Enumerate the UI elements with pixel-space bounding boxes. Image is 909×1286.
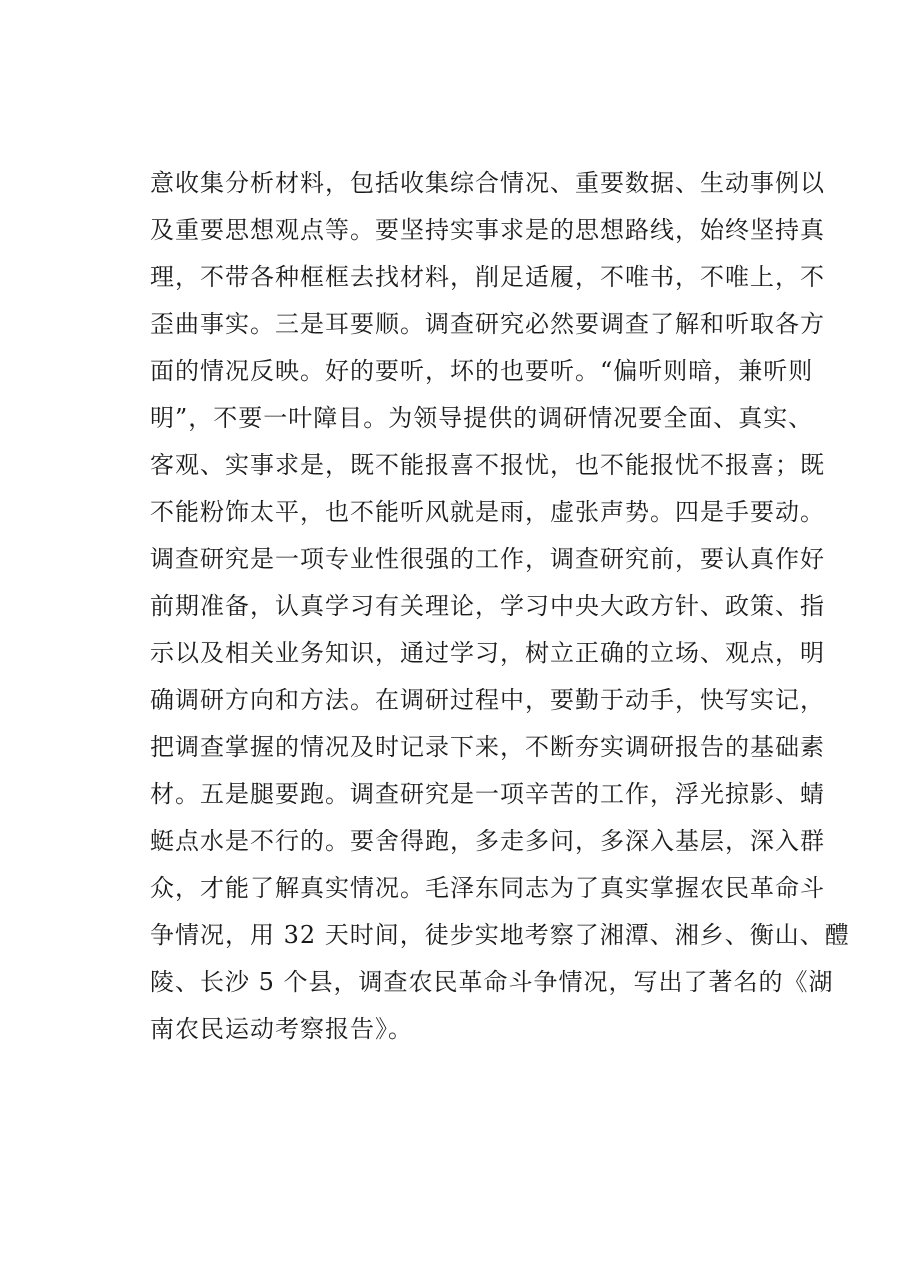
text-line: 明”，不要一叶障目。为领导提供的调研情况要全面、真实、 — [150, 404, 814, 432]
text-line: 蜓点水是不行的。要舍得跑，多走多问，多深入基层，深入群 — [150, 827, 825, 855]
text-line: 示以及相关业务知识，通过学习，树立正确的立场、观点，明 — [150, 639, 825, 667]
text-line: 意收集分析材料，包括收集综合情况、重要数据、生动事例以 — [150, 169, 825, 197]
text-line: 材。五是腿要跑。调查研究是一项辛苦的工作，浮光掠影、蜻 — [150, 780, 825, 808]
text-line: 陵、长沙 5 个县，调查农民革命斗争情况，写出了著名的《湖 — [150, 968, 834, 996]
text-line: 歪曲事实。三是耳要顺。调查研究必然要调查了解和听取各方 — [150, 310, 825, 338]
text-line: 理，不带各种框框去找材料，削足适履，不唯书，不唯上，不 — [150, 263, 825, 291]
text-line: 把调查掌握的情况及时记录下来，不断夯实调研报告的基础素 — [150, 733, 825, 761]
text-line: 调查研究是一项专业性很强的工作，调查研究前，要认真作好 — [150, 545, 825, 573]
body-paragraph — [150, 160, 850, 1053]
text-line: 客观、实事求是，既不能报喜不报忧，也不能报忧不报喜；既 — [150, 451, 825, 479]
text-line: 众，才能了解真实情况。毛泽东同志为了真实掌握农民革命斗 — [150, 874, 825, 902]
text-line: 南农民运动考察报告》。 — [150, 1015, 413, 1043]
text-line: 确调研方向和方法。在调研过程中，要勤于动手，快写实记， — [150, 686, 825, 714]
text-line: 及重要思想观点等。要坚持实事求是的思想路线，始终坚持真 — [150, 216, 825, 244]
text-line: 面的情况反映。好的要听，坏的也要听。“偏听则暗，兼听则 — [150, 357, 814, 385]
text-line: 前期准备，认真学习有关理论，学习中央大政方针、政策、指 — [150, 592, 825, 620]
text-line: 不能粉饰太平，也不能听风就是雨，虚张声势。四是手要动。 — [150, 498, 825, 526]
text-line: 争情况，用 32 天时间，徒步实地考察了湘潭、湘乡、衡山、醴 — [150, 921, 850, 949]
